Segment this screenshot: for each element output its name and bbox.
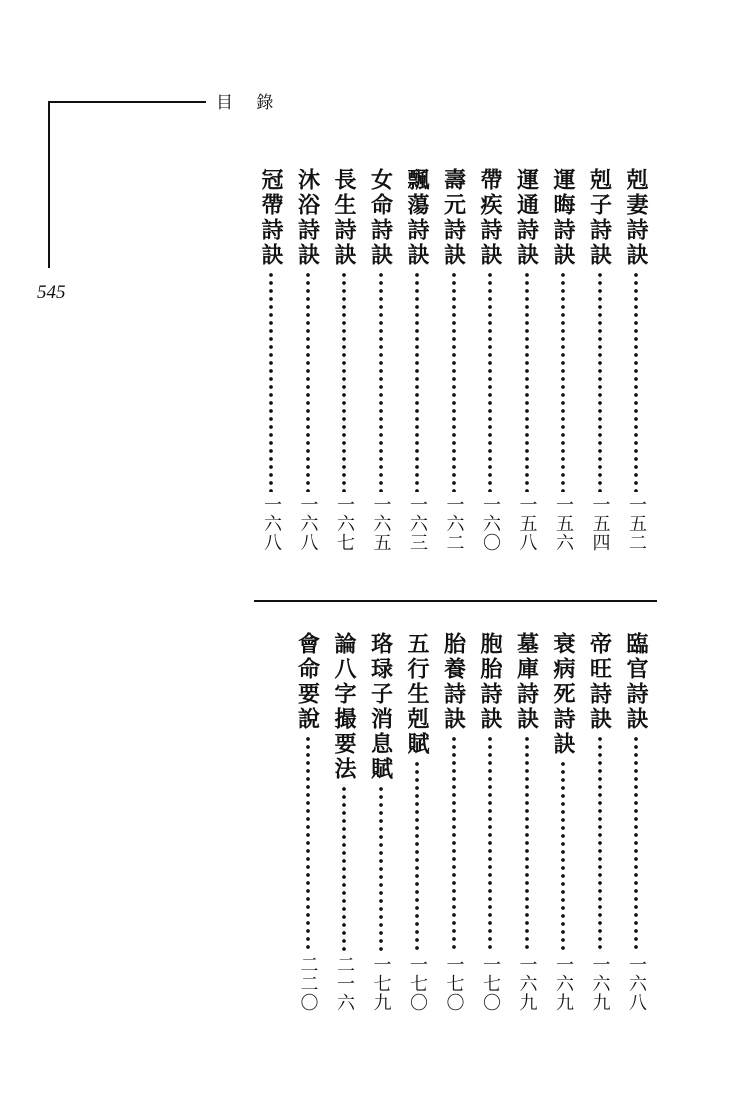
toc-entry-page: 一六八 [297,495,319,552]
dot-leader [560,271,566,492]
dot-leader [597,735,603,952]
dot-leader [268,271,274,492]
dot-leader [451,735,457,952]
corner-rule-vertical [48,101,50,268]
dot-leader [487,735,493,952]
toc-entry-page: 一五六 [553,495,574,552]
toc-entry-page: 一七〇 [443,955,465,1012]
toc-entry-title: 長生詩訣 [331,168,357,268]
toc-entry-title: 剋子詩訣 [586,168,613,268]
section-divider [254,600,657,602]
toc-entry-page: 一五四 [589,495,611,552]
dot-leader [341,785,347,952]
toc-entry-title: 運通詩訣 [513,168,540,268]
toc-entry [402,632,432,1012]
toc-entry-page: 一六九 [589,955,611,1012]
toc-entry-title: 胞胎詩訣 [477,632,503,732]
toc-entry [512,632,542,1012]
toc-entry-title: 論八字撮要法 [331,632,357,782]
toc-entry-title: 五行生剋賦 [404,632,430,757]
toc-entry-page: 一七〇 [407,955,428,1012]
toc-entry-page: 一五二 [626,495,647,552]
toc-entry-page: 一六七 [334,495,355,552]
dot-leader [451,271,457,492]
toc-entry-page: 一六〇 [480,495,501,552]
dot-leader [341,271,347,492]
dot-leader [633,271,639,492]
dot-leader [378,271,384,492]
toc-entry-title: 飄蕩詩訣 [404,168,430,268]
toc-entry-page: 一七九 [370,955,392,1012]
dot-leader [305,271,311,492]
toc-entry-page: 二一六 [334,955,355,1012]
dot-leader [597,271,603,492]
toc-entry-title: 會命要說 [294,632,321,732]
toc-entry-title: 運晦詩訣 [550,168,576,268]
toc-entry-page: 一六三 [407,495,428,552]
toc-entry [548,168,578,552]
toc-entry-title: 女命詩訣 [367,168,394,268]
toc-entry-title: 帶疾詩訣 [477,168,503,268]
dot-leader [487,271,493,492]
toc-entry [475,168,505,552]
toc-entry [402,168,432,552]
dot-leader [560,760,566,952]
toc-entry [293,168,323,552]
toc-entry-title: 胎養詩訣 [440,632,467,732]
dot-leader [414,760,420,952]
toc-entry-page: 二二〇 [297,955,319,1012]
toc-entry-page: 一六九 [516,955,538,1012]
dot-leader [414,271,420,492]
toc-entry [366,632,396,1012]
toc-entry-title: 剋妻詩訣 [623,168,649,268]
toc-entry-title: 冠帶詩訣 [258,168,284,268]
toc-entry [366,168,396,552]
toc-entry-page: 一七〇 [480,955,501,1012]
toc-entry [329,632,359,1012]
toc-entry-page: 一六九 [553,955,574,1012]
toc-entry-title: 臨官詩訣 [623,632,649,732]
toc-entry [475,632,505,1012]
toc-entry [512,168,542,552]
toc-entry-page: 一六五 [370,495,392,552]
toc-entry-page: 一五八 [516,495,538,552]
toc-entry-title: 衰病死詩訣 [550,632,576,757]
toc-entry-page: 一六八 [626,955,647,1012]
toc-entry [293,632,323,1012]
dot-leader [378,785,384,952]
corner-rule-horizontal [48,101,206,103]
toc-entry-title: 珞琭子消息賦 [367,632,394,782]
toc-entry [585,632,615,1012]
toc-entry [621,632,651,1012]
toc-entry-page: 一六八 [261,495,282,552]
toc-entry [439,168,469,552]
toc-entry [439,632,469,1012]
dot-leader [524,735,530,952]
toc-entry [329,168,359,552]
page-number: 545 [37,282,66,303]
toc-entry-title: 墓庫詩訣 [513,632,540,732]
toc-entry-title: 沐浴詩訣 [294,168,321,268]
dot-leader [305,735,311,952]
toc-entry [256,168,286,552]
toc-entry-title: 壽元詩訣 [440,168,467,268]
header-title: 目 錄 [216,93,283,113]
toc-entry-page: 一六二 [443,495,465,552]
toc-entry [548,632,578,1012]
dot-leader [524,271,530,492]
toc-entry [585,168,615,552]
toc-entry-title: 帝旺詩訣 [586,632,613,732]
toc-entry [621,168,651,552]
dot-leader [633,735,639,952]
